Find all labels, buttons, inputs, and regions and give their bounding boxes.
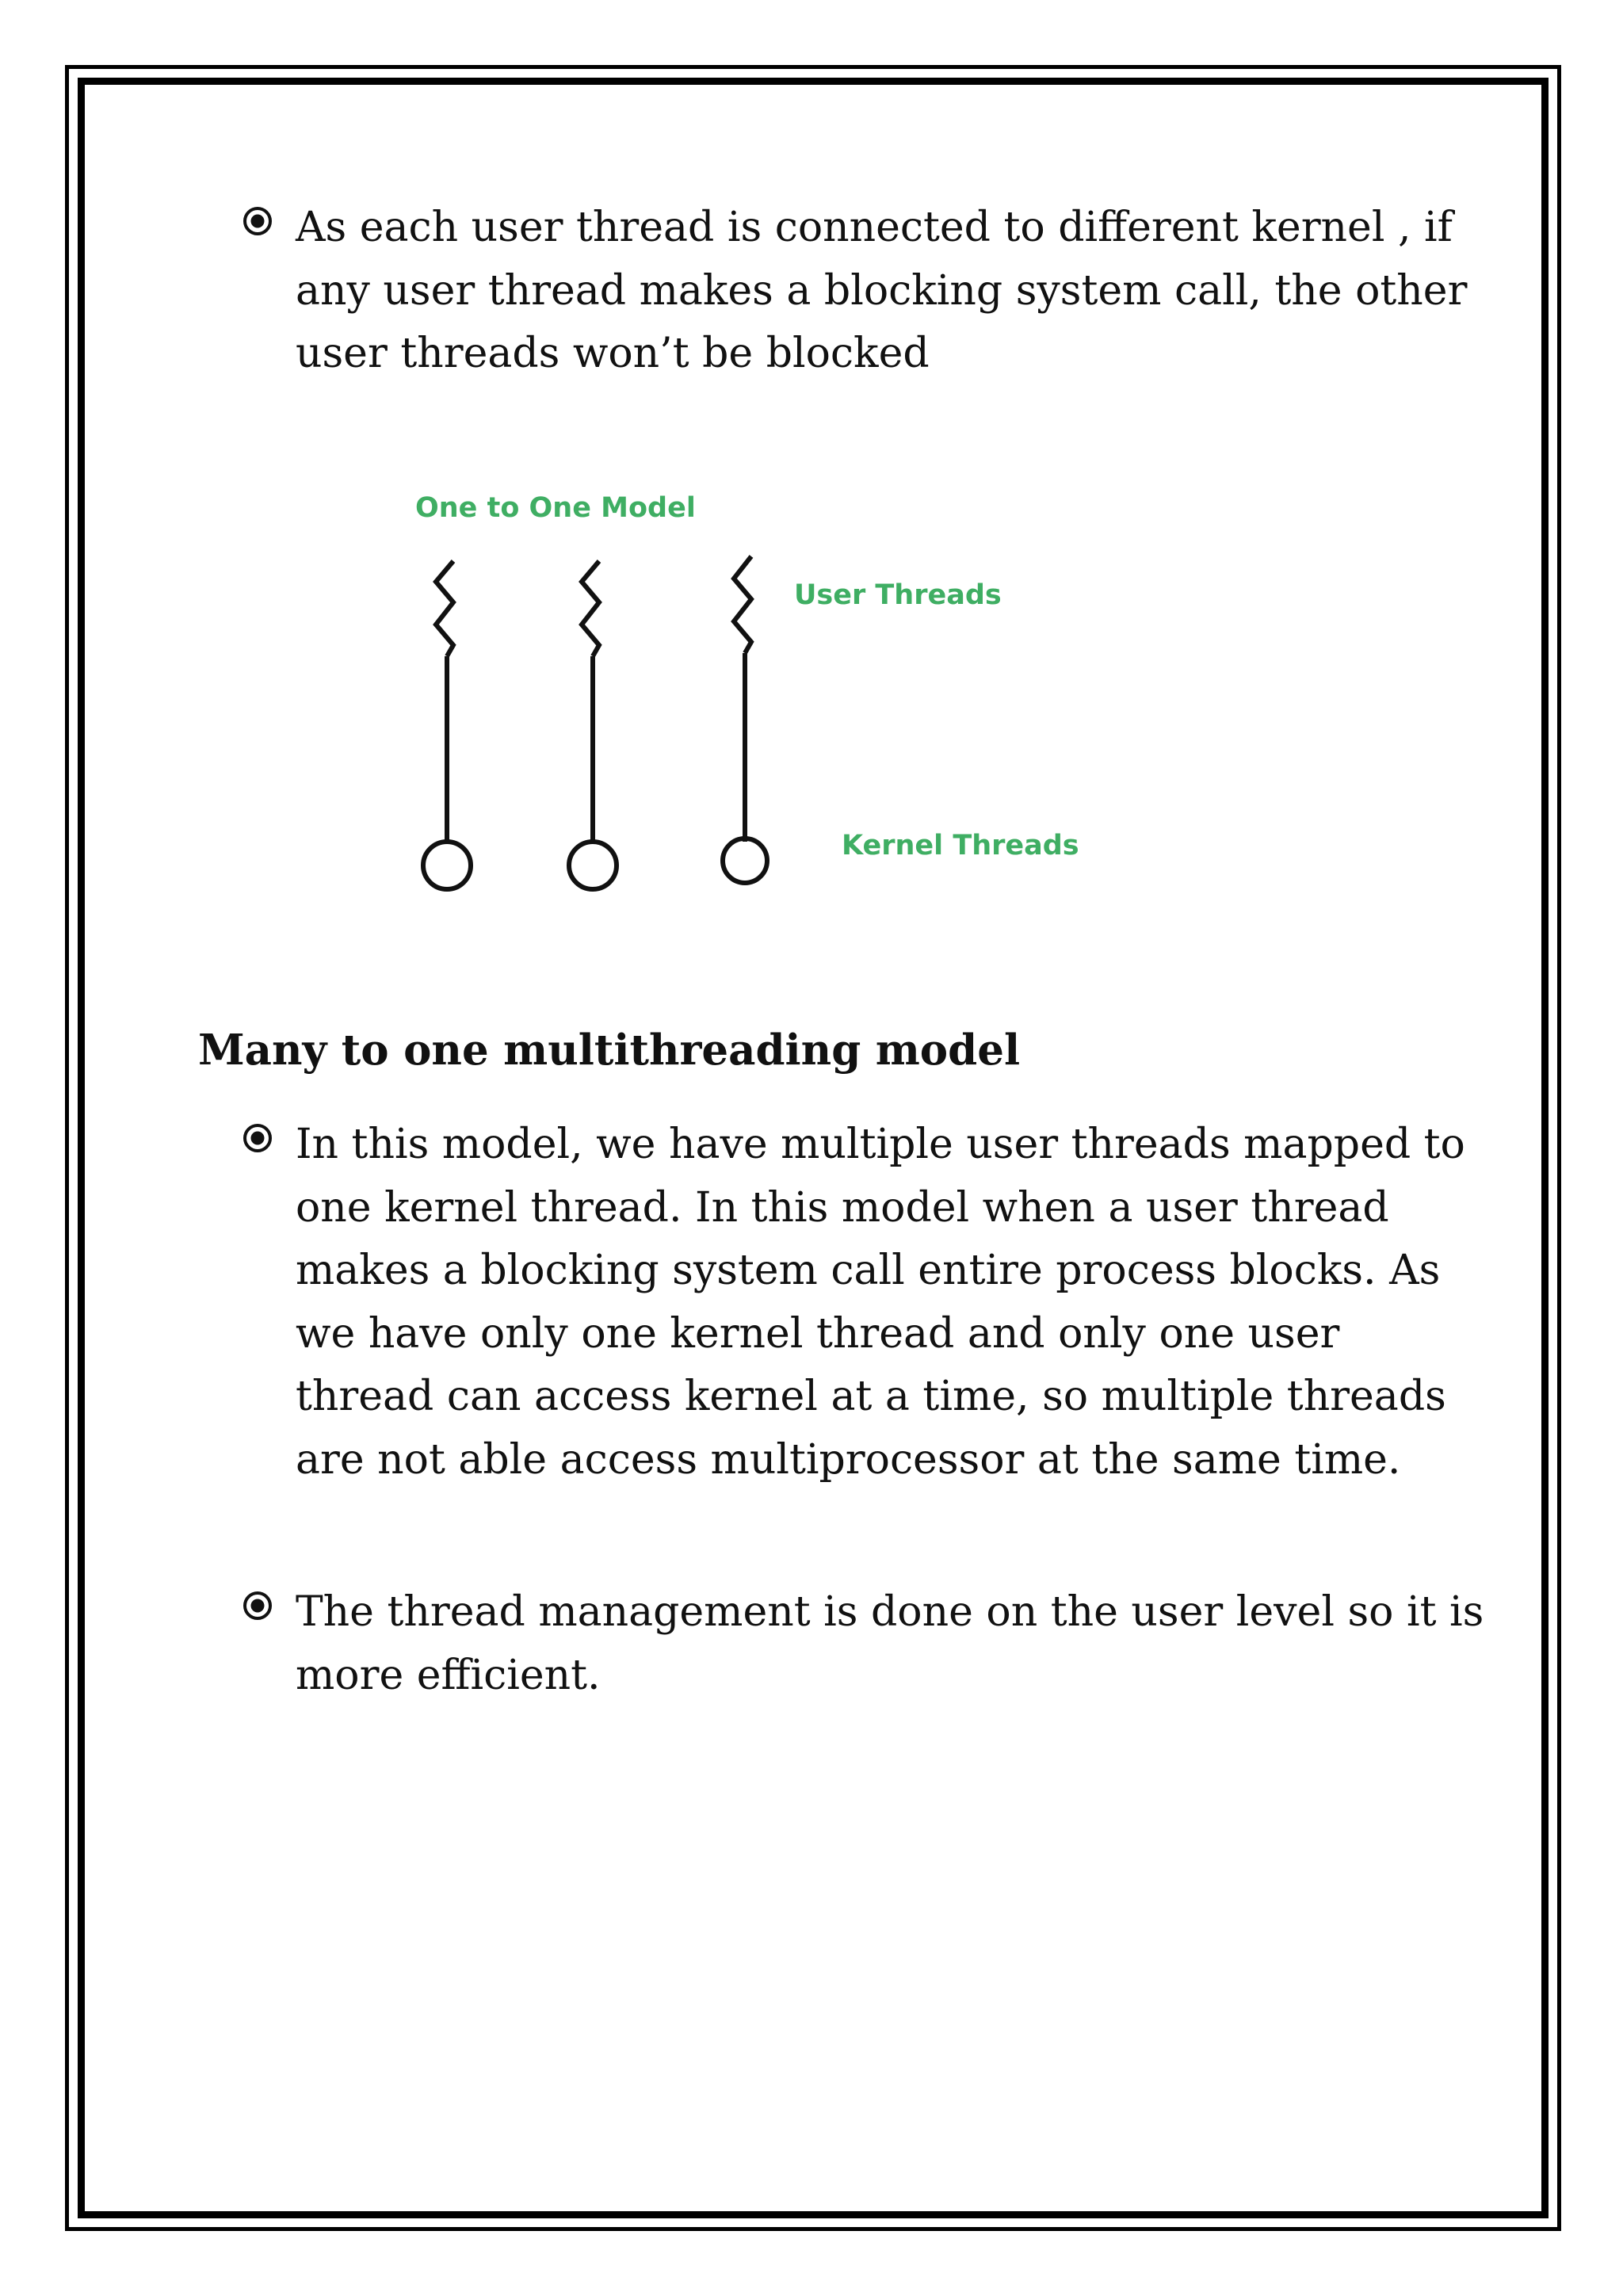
bullet-icon — [242, 1591, 273, 1621]
thread-pair-3 — [723, 556, 767, 883]
user-thread-squiggle — [436, 561, 453, 656]
bullet-icon — [242, 1123, 273, 1153]
diagram-title: One to One Model — [415, 492, 696, 524]
thread-pair-2 — [569, 561, 617, 889]
bullet-text: As each user thread is connected to different kernel , if any user thread makes a blocking system call, the other user threads won’t be blocked — [296, 204, 1468, 377]
one-to-one-model-diagram — [372, 483, 1244, 896]
user-thread-squiggle — [734, 556, 751, 653]
section-heading: Many to one multithreading model — [198, 1026, 1021, 1075]
thread-pair-1 — [423, 561, 471, 889]
user-thread-squiggle — [582, 561, 599, 656]
kernel-thread-circle — [569, 842, 617, 889]
user-threads-label: User Threads — [794, 579, 1002, 611]
bullet-icon — [242, 206, 273, 236]
bullet-text: The thread management is done on the user level so it is more efficient. — [296, 1588, 1484, 1699]
bullet-text: In this model, we have multiple user threads mapped to one kernel thread. In this model when a user thread makes a blocking system call entire process blocks. As we have only one kernel thread and only one user thread can access kernel at a time, so multiple threads are not able access multiprocessor at the same time. — [296, 1121, 1465, 1484]
kernel-threads-label: Kernel Threads — [842, 830, 1079, 861]
kernel-thread-circle — [723, 839, 767, 883]
kernel-thread-circle — [423, 842, 471, 889]
